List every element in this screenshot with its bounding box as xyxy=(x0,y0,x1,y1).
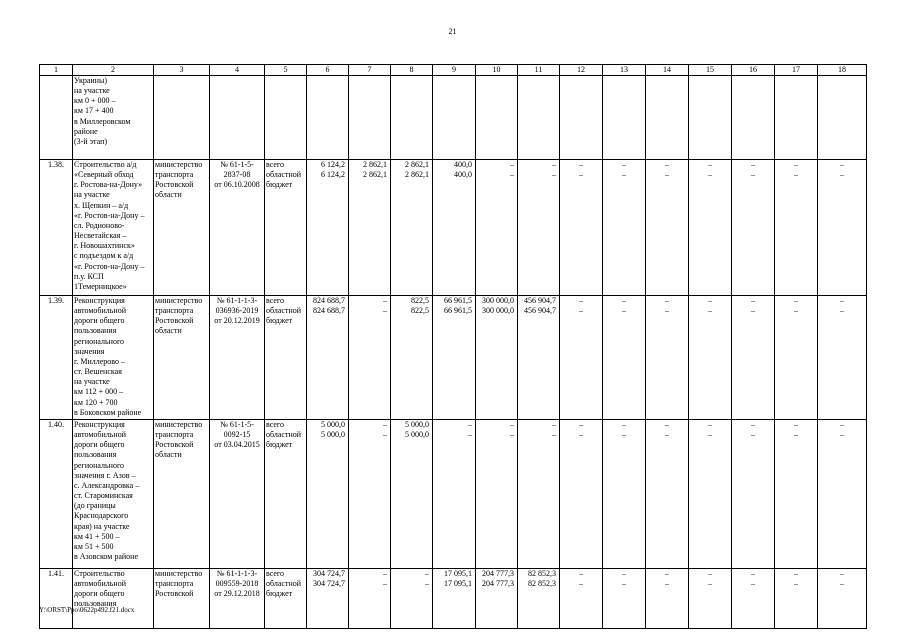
empty-cell xyxy=(433,76,476,160)
empty-cell xyxy=(265,76,307,160)
amount-cell: – – xyxy=(603,420,646,569)
column-number-cell: 7 xyxy=(349,65,391,76)
amount-cell: – – xyxy=(775,160,818,296)
column-number-row xyxy=(40,65,867,76)
column-number-cell: 2 xyxy=(73,65,154,76)
amount-cell: – – xyxy=(818,160,867,296)
document-cell: № 61-1-1-3- 036936-2019 от 20.12.2019 xyxy=(210,296,265,420)
empty-cell xyxy=(603,76,646,160)
column-number-cell: 4 xyxy=(210,65,265,76)
amount-cell: – – xyxy=(689,569,732,629)
column-number-cell: 6 xyxy=(307,65,349,76)
amount-cell: – – xyxy=(349,296,391,420)
empty-cell xyxy=(689,76,732,160)
column-number-cell: 10 xyxy=(476,65,518,76)
empty-cell xyxy=(349,76,391,160)
amount-cell: 456 904,7 456 904,7 xyxy=(518,296,560,420)
page-number: 21 xyxy=(448,27,457,36)
amount-cell: – – xyxy=(732,160,775,296)
empty-cell xyxy=(732,76,775,160)
column-number-cell: 18 xyxy=(818,65,867,76)
continued-row xyxy=(40,76,867,160)
amount-cell: – – xyxy=(560,296,603,420)
empty-cell xyxy=(154,76,210,160)
amount-cell: – – xyxy=(560,160,603,296)
amount-cell: 5 000,0 5 000,0 xyxy=(307,420,349,569)
empty-cell xyxy=(307,76,349,160)
column-number-cell: 15 xyxy=(689,65,732,76)
table-body xyxy=(40,65,867,629)
amount-cell: 2 862,1 2 862,1 xyxy=(391,160,433,296)
column-number-cell: 11 xyxy=(518,65,560,76)
amount-cell: – – xyxy=(603,160,646,296)
table-row xyxy=(40,296,867,420)
amount-cell: – – xyxy=(518,420,560,569)
amount-cell: 17 095,1 17 095,1 xyxy=(433,569,476,629)
amount-cell: 82 852,3 82 852,3 xyxy=(518,569,560,629)
column-number-cell: 17 xyxy=(775,65,818,76)
amount-cell: 2 862,1 2 862,1 xyxy=(349,160,391,296)
funding-source-cell: всего областной бюджет xyxy=(265,296,307,420)
amount-cell: 304 724,7 304 724,7 xyxy=(307,569,349,629)
empty-cell xyxy=(775,76,818,160)
amount-cell: – – xyxy=(560,569,603,629)
amount-cell: 204 777,3 204 777,3 xyxy=(476,569,518,629)
table-row xyxy=(40,160,867,296)
row-index-cell: 1.39. xyxy=(40,296,73,420)
amount-cell: – – xyxy=(646,160,689,296)
amount-cell: 822,5 822,5 xyxy=(391,296,433,420)
budget-table-container xyxy=(39,64,866,609)
empty-cell xyxy=(391,76,433,160)
amount-cell: – – xyxy=(349,569,391,629)
amount-cell: – – xyxy=(603,569,646,629)
amount-cell: – – xyxy=(818,569,867,629)
object-name-cell: Украины) на участке км 0 + 000 – км 17 + 400 в Миллеровском районе (3-й этап) xyxy=(73,76,154,160)
file-path-footer: Y:\ORST\Ppo\0622p492.f21.docx xyxy=(39,606,135,614)
amount-cell: – – xyxy=(433,420,476,569)
row-index-cell: 1.40. xyxy=(40,420,73,569)
amount-cell: 66 961,5 66 961,5 xyxy=(433,296,476,420)
object-name-cell: Реконструкция автомобильной дороги общего пользования регионального значения г. Азов – с. Александровка – ст. Староминская (до границы Краснодарского края) на участке км 41 + 500 – км 51 + 500 в Азовском районе xyxy=(73,420,154,569)
object-name-cell: Строительство автомобильной дороги общего пользования xyxy=(73,569,154,629)
amount-cell: – – xyxy=(349,420,391,569)
table-row xyxy=(40,569,867,629)
amount-cell: – – xyxy=(689,160,732,296)
customer-cell: министерство транспорта Ростовской xyxy=(154,569,210,629)
amount-cell: – – xyxy=(775,569,818,629)
object-name-cell: Строительство а/д «Северный обход г. Ростова-на-Дону» на участке х. Щепкин – а/д «г. Ростов-на-Дону – сл. Родионово- Несветайская – г. Новошахтинск» с подъездом к а/д «г. Ростов-на-Дону – п.у. КСП 1Темерницкое» xyxy=(73,160,154,296)
amount-cell: – – xyxy=(603,296,646,420)
empty-cell xyxy=(210,76,265,160)
column-number-cell: 13 xyxy=(603,65,646,76)
column-number-cell: 1 xyxy=(40,65,73,76)
column-number-cell: 5 xyxy=(265,65,307,76)
column-number-cell: 14 xyxy=(646,65,689,76)
funding-source-cell: всего областной бюджет xyxy=(265,160,307,296)
amount-cell: – – xyxy=(646,296,689,420)
column-number-cell: 12 xyxy=(560,65,603,76)
amount-cell: – – xyxy=(689,296,732,420)
document-cell: № 61-1-5- 0092-15 от 03.04.2015 xyxy=(210,420,265,569)
amount-cell: – – xyxy=(560,420,603,569)
column-number-cell: 16 xyxy=(732,65,775,76)
object-name-cell: Реконструкция автомобильной дороги общего пользования регионального значения г. Миллерово – ст. Вешенская на участке км 112 + 000 – км 120 + 700 в Боковском районе xyxy=(73,296,154,420)
budget-table xyxy=(39,64,867,629)
empty-cell xyxy=(476,76,518,160)
table-row xyxy=(40,420,867,569)
empty-cell xyxy=(818,76,867,160)
funding-source-cell: всего областной бюджет xyxy=(265,420,307,569)
amount-cell: – – xyxy=(732,296,775,420)
customer-cell: министерство транспорта Ростовской области xyxy=(154,160,210,296)
funding-source-cell: всего областной бюджет xyxy=(265,569,307,629)
amount-cell: – – xyxy=(646,569,689,629)
empty-cell xyxy=(646,76,689,160)
amount-cell: 6 124,2 6 124,2 xyxy=(307,160,349,296)
amount-cell: – – xyxy=(646,420,689,569)
empty-cell xyxy=(518,76,560,160)
amount-cell: – – xyxy=(818,296,867,420)
document-cell: № 61-1-1-3- 009559-2018 от 29.12.2018 xyxy=(210,569,265,629)
row-index-cell: 1.38. xyxy=(40,160,73,296)
column-number-cell: 8 xyxy=(391,65,433,76)
amount-cell: 5 000,0 5 000,0 xyxy=(391,420,433,569)
amount-cell: – – xyxy=(476,160,518,296)
empty-cell xyxy=(40,76,73,160)
amount-cell: – – xyxy=(775,296,818,420)
document-cell: № 61-1-5- 2837-08 от 06.10.2008 xyxy=(210,160,265,296)
amount-cell: – – xyxy=(818,420,867,569)
customer-cell: министерство транспорта Ростовской области xyxy=(154,420,210,569)
amount-cell: – – xyxy=(775,420,818,569)
amount-cell: 824 688,7 824 688,7 xyxy=(307,296,349,420)
amount-cell: – – xyxy=(732,420,775,569)
amount-cell: – – xyxy=(476,420,518,569)
empty-cell xyxy=(560,76,603,160)
amount-cell: – – xyxy=(391,569,433,629)
amount-cell: 300 000,0 300 000,0 xyxy=(476,296,518,420)
amount-cell: 400,0 400,0 xyxy=(433,160,476,296)
amount-cell: – – xyxy=(689,420,732,569)
amount-cell: – – xyxy=(732,569,775,629)
customer-cell: министерство транспорта Ростовской области xyxy=(154,296,210,420)
amount-cell: – – xyxy=(518,160,560,296)
column-number-cell: 9 xyxy=(433,65,476,76)
row-index-cell: 1.41. xyxy=(40,569,73,629)
column-number-cell: 3 xyxy=(154,65,210,76)
